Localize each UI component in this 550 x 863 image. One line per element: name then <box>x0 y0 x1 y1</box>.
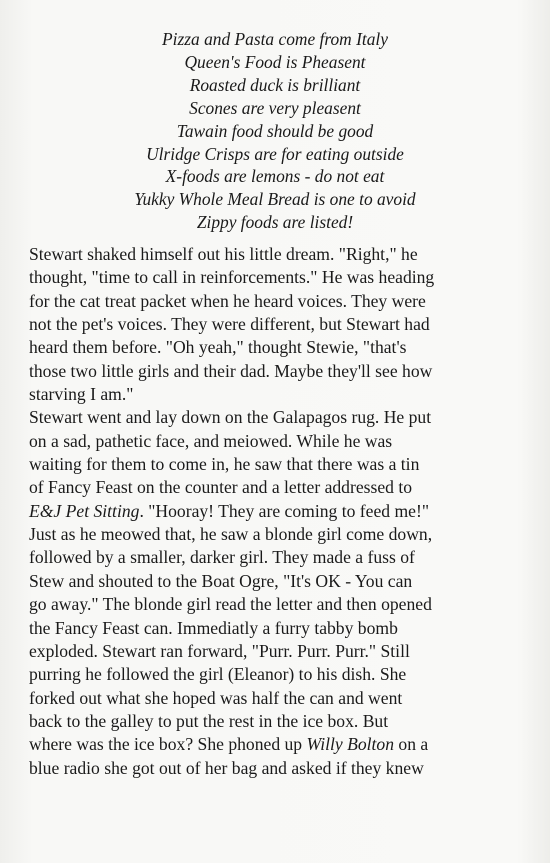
text-line: on a sad, pathetic face, and meiowed. While he was <box>29 430 393 451</box>
text-line: Stewart went and lay down on the Galapagos rug. He put <box>29 407 432 428</box>
text-line: not the pet's voices. They were different, but Stewart had <box>29 314 430 335</box>
poem-line: Scones are very pleasent <box>189 97 361 118</box>
poem-line: Pizza and Pasta come from Italy <box>162 29 388 49</box>
text-line: for the cat treat packet when he heard voices. They were <box>29 290 426 311</box>
text-line: those two little girls and their dad. Maybe they'll see how <box>29 360 433 381</box>
text-line: waiting for them to come in, he saw that there was a tin <box>29 454 420 475</box>
text-line: back to the galley to put the rest in the ice box. But <box>29 710 389 731</box>
text-line <box>29 733 529 756</box>
text-line: starving I am." <box>29 384 134 405</box>
poem-line: Zippy foods are listed! <box>196 212 354 233</box>
text-line <box>29 500 529 523</box>
text-fragment: . "Hooray! They are coming to feed me!" <box>139 500 430 521</box>
text-line: the Fancy Feast can. Immediatly a furry tabby bomb <box>29 617 398 638</box>
poem-line: X-foods are lemons - do not eat <box>165 166 385 187</box>
text-line: forked out what she hoped was half the can and went <box>29 687 403 708</box>
text-line: Stew and shouted to the Boat Ogre, "It's OK - You can <box>29 570 413 591</box>
story-text <box>29 243 529 780</box>
poem-line: Roasted duck is brilliant <box>189 74 361 95</box>
poem-line: Yukky Whole Meal Bread is one to avoid <box>134 189 416 210</box>
text-line: exploded. Stewart ran forward, "Purr. Purr. Purr." Still <box>29 640 410 661</box>
text-line: thought, "time to call in reinforcements." He was heading <box>29 267 435 288</box>
text-line: followed by a smaller, darker girl. They made a fuss of <box>29 547 415 568</box>
text-line: Stewart shaked himself out his little dream. "Right," he <box>29 244 418 264</box>
pet-sitting-name: E&J Pet Sitting <box>29 500 140 521</box>
text-line: go away." The blonde girl read the letter and then opened <box>29 594 432 615</box>
text-fragment: where was the ice box? She phoned up <box>29 734 307 755</box>
paragraph-2 <box>29 406 529 780</box>
text-line: heard them before. "Oh yeah," thought Stewie, "that's <box>29 337 407 358</box>
poem-line: Queen's Food is Pheasent <box>184 51 366 72</box>
text-line: Just as he meowed that, he saw a blonde girl come down, <box>29 524 433 545</box>
paragraph-1 <box>29 243 529 406</box>
text-line: blue radio she got out of her bag and asked if they knew <box>29 757 424 778</box>
text-fragment: on a <box>394 734 429 755</box>
text-line: of Fancy Feast on the counter and a letter addressed to <box>29 477 413 498</box>
company-name: Willy Bolton <box>306 734 394 755</box>
alphabet-food-poem <box>0 28 550 234</box>
poem-line: Tawain food should be good <box>176 120 374 141</box>
text-line: purring he followed the girl (Eleanor) to his dish. She <box>29 664 407 685</box>
poem-line: Ulridge Crisps are for eating outside <box>146 143 404 164</box>
